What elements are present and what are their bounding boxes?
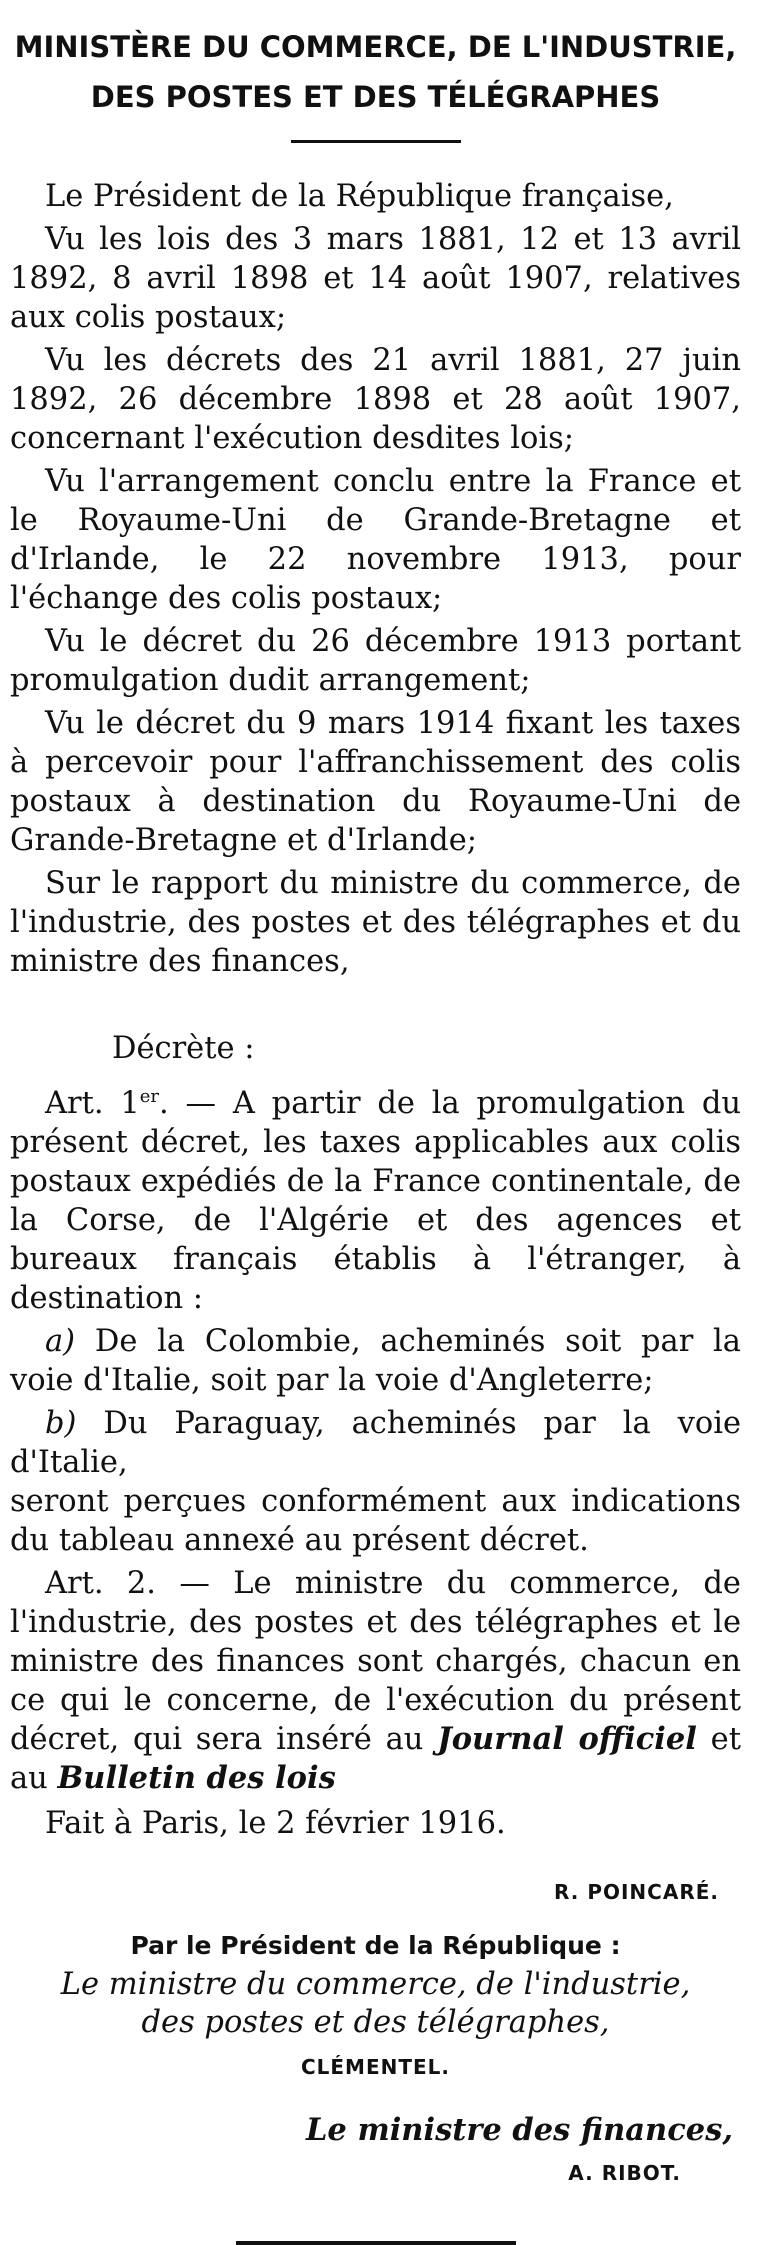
preamble-paragraph-4: Vu le décret du 26 décembre 1913 portant promulgation dudit arrangement;	[10, 624, 741, 698]
article-2-paragraph	[10, 1564, 741, 1798]
fait-a-paris: Fait à Paris, le 2 février 1916.	[45, 1806, 506, 1841]
preamble	[10, 177, 741, 981]
minister-commerce-title-2: des postes et des télégraphes,	[141, 2005, 610, 2040]
minister-finances-title: Le ministre des finances,	[305, 2112, 733, 2148]
bulletin-des-lois: Bulletin des lois	[57, 1760, 336, 1796]
article-1-intro	[10, 1084, 741, 1318]
item-b-text: Du Paraguay, acheminés par la voie d'Italie,	[10, 1406, 741, 1480]
article-1	[10, 1084, 741, 1560]
article-2-and: et au	[10, 1722, 741, 1796]
preamble-paragraph-2: Vu les décrets des 21 avril 1881, 27 juin 1892, 26 décembre 1898 et 28 août 1907, concernant l'exécution desdites lois;	[10, 343, 741, 456]
article-2-text: Art. 2. — Le ministre du commerce, de l'industrie, des postes et des télégraphes et le ministre des finances sont chargés, chacun en ce qui le concerne, de l'exécution du présent décret, qui sera inséré au	[10, 1566, 741, 1757]
ministry-heading	[10, 22, 741, 122]
article-2	[10, 1564, 741, 1798]
article-1-item-a	[10, 1322, 741, 1400]
heading-line-2: DES POSTES ET DES TÉLÉGRAPHES	[90, 80, 661, 114]
minister-commerce-name: CLÉMENTEL.	[300, 2055, 451, 2079]
item-a-label: a)	[45, 1324, 76, 1359]
item-b-label: b)	[45, 1406, 77, 1441]
article-1-closing: seront perçues conformément aux indications du tableau annexé au présent décret.	[10, 1484, 741, 1558]
journal-officiel: Journal officiel	[437, 1721, 697, 1757]
minister-commerce-title-1: Le ministre du commerce, de l'industrie,	[60, 1967, 691, 2002]
item-a-text: De la Colombie, acheminés soit par la voie d'Italie, soit par la voie d'Angleterre;	[10, 1324, 741, 1398]
preamble-paragraph-1: Vu les lois des 3 mars 1881, 12 et 13 avril 1892, 8 avril 1898 et 14 août 1907, relatives aux colis postaux;	[10, 222, 741, 335]
closing-divider	[236, 2241, 516, 2245]
minister-finances-name: A. RIBOT.	[568, 2161, 681, 2185]
heading-line-1: MINISTÈRE DU COMMERCE, DE L'INDUSTRIE,	[14, 30, 737, 64]
article-1-sup: er	[139, 1085, 160, 1107]
preamble-paragraph-6: Sur le rapport du ministre du commerce, de l'industrie, des postes et des télégraphes et du ministre des finances,	[10, 866, 741, 979]
preamble-paragraph-5: Vu le décret du 9 mars 1914 fixant les taxes à percevoir pour l'affranchissement des colis postaux à destination du Royaume-Uni de Grande-Bretagne et d'Irlande;	[10, 706, 741, 858]
signature-poincare: R. POINCARÉ.	[554, 1880, 719, 1904]
heading-divider	[291, 140, 461, 143]
article-1-label: Art. 1	[45, 1086, 140, 1121]
preamble-paragraph-0: Le Président de la République française,	[45, 179, 674, 214]
decrete-label: Décrète :	[112, 1031, 255, 1066]
par-le-president: Par le Président de la République :	[130, 1931, 621, 1960]
preamble-paragraph-3: Vu l'arrangement conclu entre la France et le Royaume-Uni de Grande-Bretagne et d'Irlande, le 22 novembre 1913, pour l'échange des colis postaux;	[10, 464, 741, 616]
article-1-item-b	[10, 1404, 741, 1482]
article-1-text: . — A partir de la promulgation du présent décret, les taxes applicables aux colis postaux expédiés de la France continentale, de la Corse, de l'Algérie et des agences et bureaux français établis à l'étranger, à destination :	[10, 1086, 741, 1316]
